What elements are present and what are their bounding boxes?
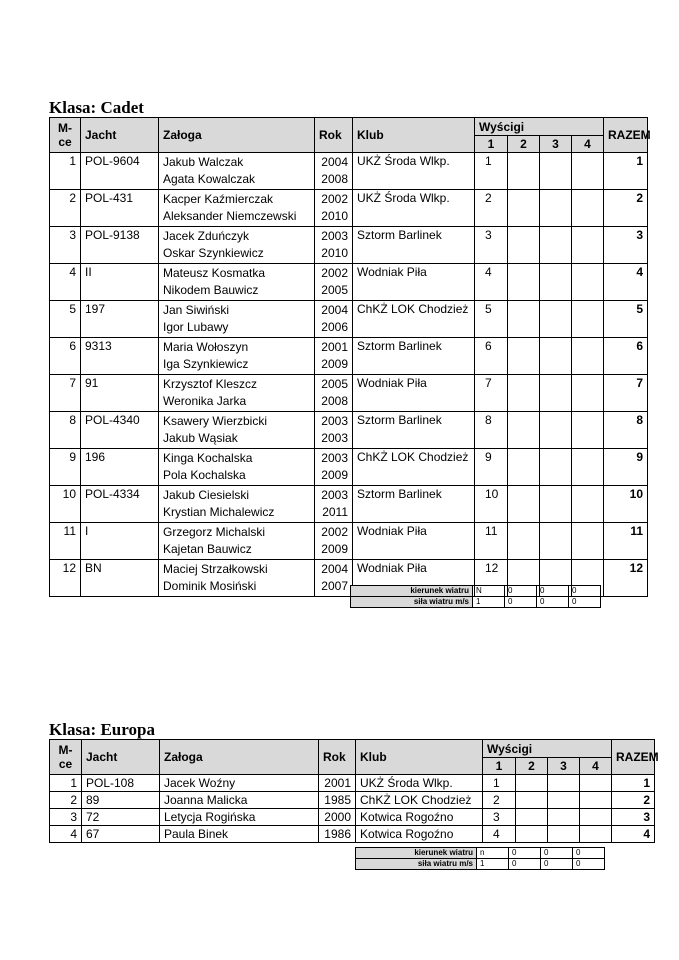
birth-year: 2005 <box>321 377 348 391</box>
crew-cell <box>159 412 315 449</box>
total-cell: 1 <box>612 775 655 792</box>
birth-year: 2003 <box>321 488 348 502</box>
crew-member: Pola Kochalska <box>163 468 246 482</box>
wind-value: N <box>473 586 505 597</box>
race-2-cell <box>508 523 540 560</box>
wind-label: kierunek wiatru <box>351 586 473 597</box>
race-3-cell <box>540 486 572 523</box>
crew-member: Nikodem Bauwicz <box>163 283 259 297</box>
club-cell: UKŻ Środa Wlkp. <box>356 775 483 792</box>
crew-cell <box>159 190 315 227</box>
crew-member: Jan Siwiński <box>163 303 230 317</box>
year-cell <box>315 375 353 412</box>
total-cell: 5 <box>604 301 648 338</box>
yacht-cell: 89 <box>82 792 160 809</box>
col-header-pos: M- ce <box>50 740 82 775</box>
total-cell: 9 <box>604 449 648 486</box>
birth-year: 2003 <box>321 451 348 465</box>
club-cell: ChKŻ LOK Chodzież <box>353 301 475 338</box>
crew-cell <box>159 264 315 301</box>
col-header-wyscigi: Wyścigi <box>483 740 612 758</box>
race-2-cell <box>516 809 548 826</box>
race-4-cell <box>572 153 604 190</box>
race-2-cell <box>508 190 540 227</box>
wind-label: siła wiatru m/s <box>351 597 473 608</box>
col-header-race-3: 3 <box>548 758 580 775</box>
wind-value: 0 <box>569 597 601 608</box>
total-cell: 2 <box>604 190 648 227</box>
wind-label: kierunek wiatru <box>356 848 477 859</box>
race-2-cell <box>508 375 540 412</box>
col-header-race-2: 2 <box>516 758 548 775</box>
year-cell: 2000 <box>319 809 356 826</box>
race-1-cell: 2 <box>483 792 516 809</box>
table-row <box>50 809 655 826</box>
birth-year: 2004 <box>321 303 348 317</box>
crew-member: Maciej Strzałkowski <box>163 562 268 576</box>
club-cell: Sztorm Barlinek <box>353 486 475 523</box>
crew-member: Ksawery Wierzbicki <box>163 414 268 428</box>
yacht-cell: 196 <box>81 449 159 486</box>
europa-results-table <box>49 739 659 843</box>
crew-cell <box>159 301 315 338</box>
wind-value: 0 <box>541 859 573 870</box>
total-cell: 10 <box>604 486 648 523</box>
race-2-cell <box>508 301 540 338</box>
total-cell: 8 <box>604 412 648 449</box>
col-header-race-2: 2 <box>508 136 540 153</box>
race-4-cell <box>572 486 604 523</box>
crew-cell: Joanna Malicka <box>160 792 319 809</box>
crew-member: Kinga Kochalska <box>163 451 253 465</box>
col-header-rok: Rok <box>315 118 353 153</box>
race-3-cell <box>548 775 580 792</box>
club-cell: Wodniak Piła <box>353 375 475 412</box>
table-row <box>50 227 648 264</box>
yacht-cell: POL-431 <box>81 190 159 227</box>
race-3-cell <box>540 153 572 190</box>
col-header-wyscigi: Wyścigi <box>475 118 604 136</box>
race-2-cell <box>516 792 548 809</box>
race-4-cell <box>572 412 604 449</box>
col-header-pos: M- ce <box>50 118 81 153</box>
birth-year: 2001 <box>321 340 348 354</box>
race-2-cell <box>516 775 548 792</box>
race-3-cell <box>540 264 572 301</box>
race-3-cell <box>540 227 572 264</box>
wind-value: 0 <box>541 848 573 859</box>
crew-member: Iga Szynkiewicz <box>163 357 249 371</box>
yacht-cell: 67 <box>82 826 160 843</box>
race-3-cell <box>540 190 572 227</box>
birth-year: 2003 <box>321 431 348 445</box>
race-1-cell: 2 <box>475 190 508 227</box>
col-header-razem: RAZEM <box>612 740 655 775</box>
race-2-cell <box>516 826 548 843</box>
club-cell: Sztorm Barlinek <box>353 412 475 449</box>
race-1-cell: 1 <box>475 153 508 190</box>
club-cell: Sztorm Barlinek <box>353 338 475 375</box>
crew-member: Jacek Zduńczyk <box>163 229 250 243</box>
total-cell: 12 <box>604 560 648 597</box>
total-cell: 2 <box>612 792 655 809</box>
crew-member: Aleksander Niemczewski <box>163 209 297 223</box>
year-cell <box>315 264 353 301</box>
birth-year: 2002 <box>321 525 348 539</box>
birth-year: 2010 <box>321 246 348 260</box>
birth-year: 2004 <box>321 155 348 169</box>
club-cell: Wodniak Piła <box>353 560 475 597</box>
col-header-race-4: 4 <box>572 136 604 153</box>
race-4-cell <box>572 301 604 338</box>
crew-cell <box>159 449 315 486</box>
yacht-cell: 72 <box>82 809 160 826</box>
club-cell: Sztorm Barlinek <box>353 227 475 264</box>
race-4-cell <box>572 338 604 375</box>
wind-value: 0 <box>537 586 569 597</box>
race-1-cell: 5 <box>475 301 508 338</box>
position-cell: 4 <box>50 826 82 843</box>
year-cell <box>315 560 353 597</box>
birth-year: 2008 <box>321 394 348 408</box>
race-3-cell <box>540 449 572 486</box>
yacht-cell: POL-108 <box>82 775 160 792</box>
year-cell <box>315 227 353 264</box>
birth-year: 2009 <box>321 357 348 371</box>
col-header-race-1: 1 <box>483 758 516 775</box>
race-1-cell: 1 <box>483 775 516 792</box>
col-header-klub: Klub <box>356 740 483 775</box>
race-1-cell: 4 <box>483 826 516 843</box>
birth-year: 2009 <box>321 468 348 482</box>
position-cell: 3 <box>50 809 82 826</box>
race-2-cell <box>508 227 540 264</box>
club-cell: UKŻ Środa Wlkp. <box>353 153 475 190</box>
birth-year: 2005 <box>321 283 348 297</box>
yacht-cell: POL-4340 <box>81 412 159 449</box>
table-row <box>50 775 655 792</box>
yacht-cell: 91 <box>81 375 159 412</box>
total-cell: 4 <box>604 264 648 301</box>
club-cell: Kotwica Rogoźno <box>356 826 483 843</box>
club-cell: Wodniak Piła <box>353 523 475 560</box>
year-cell: 1986 <box>319 826 356 843</box>
crew-member: Kajetan Bauwicz <box>163 542 252 556</box>
crew-cell: Jacek Woźny <box>160 775 319 792</box>
position-cell: 5 <box>50 301 81 338</box>
crew-member: Dominik Mosiński <box>163 579 257 593</box>
position-cell: 2 <box>50 792 82 809</box>
yacht-cell: I <box>81 523 159 560</box>
position-cell: 2 <box>50 190 81 227</box>
birth-year: 2007 <box>321 579 348 593</box>
wind-row <box>351 586 601 597</box>
total-cell: 1 <box>604 153 648 190</box>
year-cell <box>315 301 353 338</box>
birth-year: 2002 <box>321 266 348 280</box>
position-cell: 10 <box>50 486 81 523</box>
yacht-cell: BN <box>81 560 159 597</box>
race-3-cell <box>548 809 580 826</box>
club-cell: UKŻ Środa Wlkp. <box>353 190 475 227</box>
birth-year: 2006 <box>321 320 348 334</box>
race-4-cell <box>572 264 604 301</box>
europa-title: Klasa: Europa <box>49 720 155 739</box>
wind-row <box>356 859 605 870</box>
race-3-cell <box>540 412 572 449</box>
yacht-cell: 197 <box>81 301 159 338</box>
crew-cell <box>159 560 315 597</box>
table-row <box>50 412 648 449</box>
race-1-cell: 4 <box>475 264 508 301</box>
crew-cell: Letycja Rogińska <box>160 809 319 826</box>
year-cell <box>315 153 353 190</box>
race-3-cell <box>540 301 572 338</box>
crew-cell <box>159 338 315 375</box>
col-header-rok: Rok <box>319 740 356 775</box>
race-3-cell <box>548 826 580 843</box>
col-header-jacht: Jacht <box>81 118 159 153</box>
crew-member: Krystian Michalewicz <box>163 505 275 519</box>
birth-year: 2010 <box>321 209 348 223</box>
crew-cell <box>159 227 315 264</box>
wind-value: n <box>477 848 509 859</box>
position-cell: 1 <box>50 775 82 792</box>
wind-value: 0 <box>569 586 601 597</box>
total-cell: 11 <box>604 523 648 560</box>
crew-member: Maria Wołoszyn <box>163 340 249 354</box>
race-4-cell <box>580 809 612 826</box>
col-header-klub: Klub <box>353 118 475 153</box>
club-cell: Wodniak Piła <box>353 264 475 301</box>
table-row <box>50 153 648 190</box>
table-row <box>50 190 648 227</box>
crew-cell <box>159 375 315 412</box>
wind-value: 0 <box>509 859 541 870</box>
crew-member: Grzegorz Michalski <box>163 525 266 539</box>
total-cell: 7 <box>604 375 648 412</box>
yacht-cell: II <box>81 264 159 301</box>
crew-member: Mateusz Kosmatka <box>163 266 266 280</box>
race-2-cell <box>508 412 540 449</box>
birth-year: 2011 <box>322 505 348 519</box>
position-cell: 7 <box>50 375 81 412</box>
crew-cell <box>159 523 315 560</box>
position-cell: 11 <box>50 523 81 560</box>
year-cell: 2001 <box>319 775 356 792</box>
position-cell: 12 <box>50 560 81 597</box>
total-cell: 6 <box>604 338 648 375</box>
race-1-cell: 10 <box>475 486 508 523</box>
race-2-cell <box>508 153 540 190</box>
crew-member: Kacper Kaźmierczak <box>163 192 274 206</box>
race-4-cell <box>572 449 604 486</box>
year-cell <box>315 523 353 560</box>
col-header-race-3: 3 <box>540 136 572 153</box>
crew-cell <box>159 486 315 523</box>
birth-year: 2009 <box>321 542 348 556</box>
position-cell: 6 <box>50 338 81 375</box>
crew-member: Igor Lubawy <box>163 320 229 334</box>
birth-year: 2003 <box>321 229 348 243</box>
wind-value: 1 <box>477 859 509 870</box>
race-4-cell <box>572 190 604 227</box>
race-4-cell <box>572 375 604 412</box>
race-1-cell: 7 <box>475 375 508 412</box>
wind-value: 1 <box>473 597 505 608</box>
col-header-race-1: 1 <box>475 136 508 153</box>
col-header-razem: RAZEM <box>604 118 648 153</box>
position-cell: 3 <box>50 227 81 264</box>
year-cell: 1985 <box>319 792 356 809</box>
crew-member: Agata Kowalczak <box>163 172 256 186</box>
crew-member: Jakub Walczak <box>163 155 244 169</box>
race-4-cell <box>580 792 612 809</box>
year-cell <box>315 486 353 523</box>
wind-row <box>351 597 601 608</box>
position-cell: 9 <box>50 449 81 486</box>
col-header-jacht: Jacht <box>82 740 160 775</box>
club-cell: ChKŻ LOK Chodzież <box>353 449 475 486</box>
race-2-cell <box>508 449 540 486</box>
year-cell <box>315 412 353 449</box>
table-row <box>50 264 648 301</box>
crew-member: Weronika Jarka <box>163 394 247 408</box>
yacht-cell: POL-9138 <box>81 227 159 264</box>
year-cell <box>315 449 353 486</box>
race-1-cell: 11 <box>475 523 508 560</box>
race-4-cell <box>580 826 612 843</box>
club-cell: Kotwica Rogoźno <box>356 809 483 826</box>
crew-cell: Paula Binek <box>160 826 319 843</box>
crew-member: Jakub Ciesielski <box>163 488 250 502</box>
table-row <box>50 301 648 338</box>
wind-value: 0 <box>505 597 537 608</box>
table-row <box>50 375 648 412</box>
race-2-cell <box>508 264 540 301</box>
yacht-cell: POL-9604 <box>81 153 159 190</box>
birth-year: 2002 <box>321 192 348 206</box>
race-3-cell <box>548 792 580 809</box>
year-cell <box>315 190 353 227</box>
race-2-cell <box>508 338 540 375</box>
year-cell <box>315 338 353 375</box>
table-row <box>50 486 648 523</box>
position-cell: 1 <box>50 153 81 190</box>
col-header-zaloga: Załoga <box>160 740 319 775</box>
total-cell: 4 <box>612 826 655 843</box>
race-1-cell: 12 <box>475 560 508 597</box>
race-1-cell: 9 <box>475 449 508 486</box>
birth-year: 2003 <box>321 414 348 428</box>
table-row <box>50 338 648 375</box>
yacht-cell: POL-4334 <box>81 486 159 523</box>
race-3-cell <box>540 338 572 375</box>
col-header-zaloga: Załoga <box>159 118 315 153</box>
race-1-cell: 8 <box>475 412 508 449</box>
wind-value: 0 <box>509 848 541 859</box>
europa-wind-table <box>355 847 605 870</box>
race-3-cell <box>540 375 572 412</box>
wind-value: 0 <box>573 848 605 859</box>
club-cell: ChKŻ LOK Chodzież <box>356 792 483 809</box>
wind-value: 0 <box>573 859 605 870</box>
position-cell: 4 <box>50 264 81 301</box>
total-cell: 3 <box>612 809 655 826</box>
birth-year: 2008 <box>321 172 348 186</box>
crew-member: Jakub Wąsiak <box>163 431 238 445</box>
table-row <box>50 792 655 809</box>
race-3-cell <box>540 523 572 560</box>
yacht-cell: 9313 <box>81 338 159 375</box>
crew-member: Oskar Szynkiewicz <box>163 246 264 260</box>
race-1-cell: 3 <box>483 809 516 826</box>
table-row <box>50 826 655 843</box>
col-header-race-4: 4 <box>580 758 612 775</box>
table-row <box>50 449 648 486</box>
wind-value: 0 <box>505 586 537 597</box>
race-4-cell <box>572 227 604 264</box>
race-4-cell <box>580 775 612 792</box>
total-cell: 3 <box>604 227 648 264</box>
race-2-cell <box>508 486 540 523</box>
race-1-cell: 3 <box>475 227 508 264</box>
wind-row <box>356 848 605 859</box>
race-4-cell <box>572 523 604 560</box>
crew-cell <box>159 153 315 190</box>
cadet-wind-table <box>350 585 601 608</box>
crew-member: Krzysztof Kleszcz <box>163 377 258 391</box>
wind-value: 0 <box>537 597 569 608</box>
birth-year: 2004 <box>321 562 348 576</box>
cadet-title: Klasa: Cadet <box>49 98 144 117</box>
cadet-results-table <box>49 117 651 597</box>
race-1-cell: 6 <box>475 338 508 375</box>
wind-label: siła wiatru m/s <box>356 859 477 870</box>
position-cell: 8 <box>50 412 81 449</box>
table-row <box>50 523 648 560</box>
